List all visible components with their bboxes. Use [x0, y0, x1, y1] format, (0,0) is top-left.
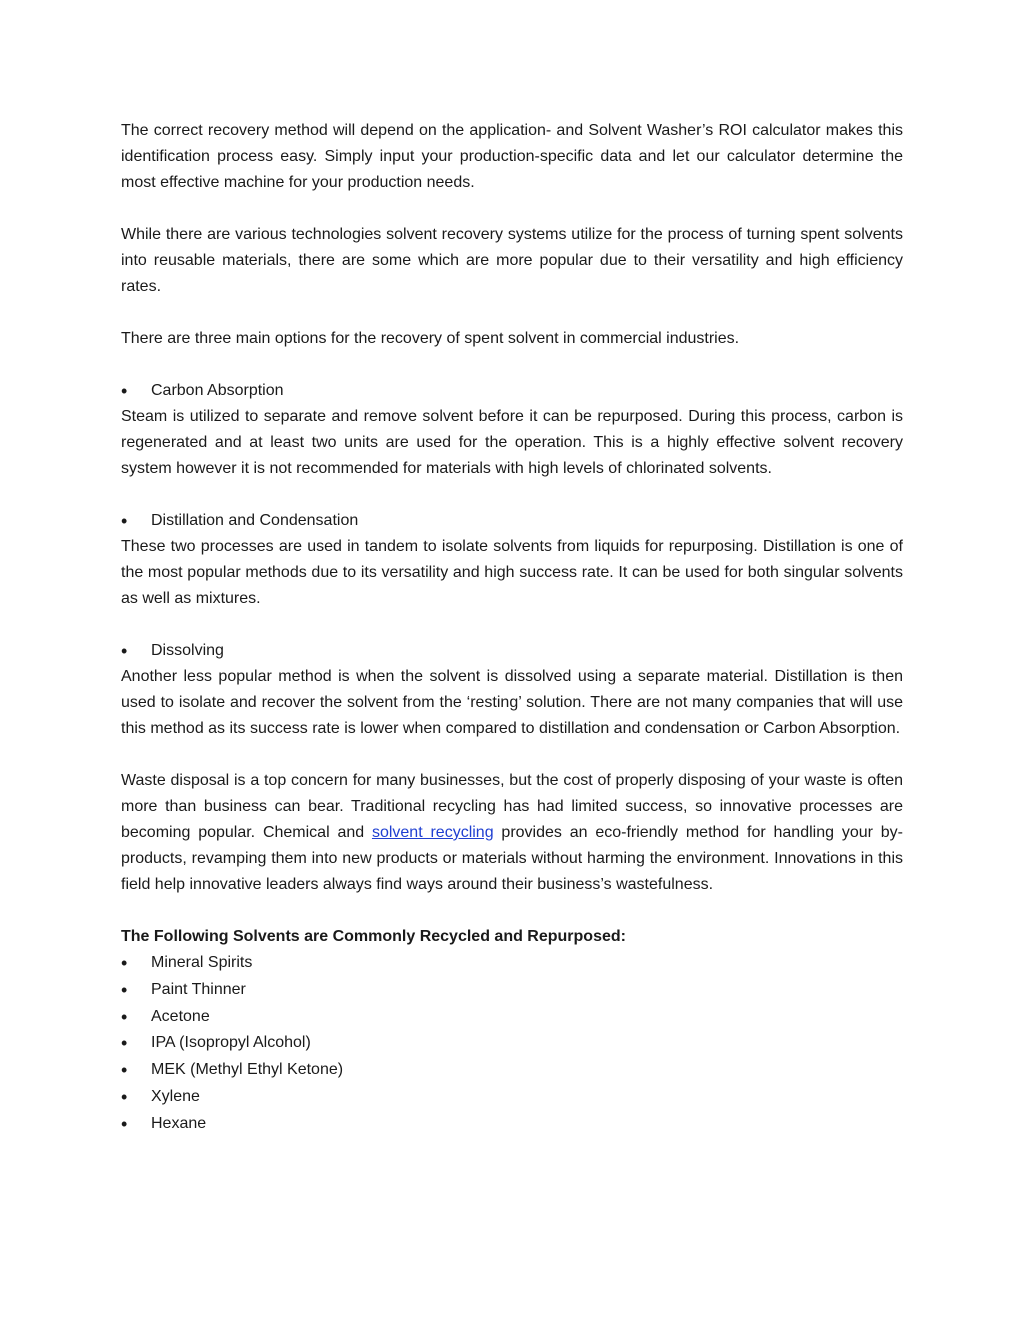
options-intro-paragraph: There are three main options for the recovery of spent solvent in commercial industries.	[121, 330, 740, 347]
solvent-recycling-link[interactable]: solvent recycling	[371, 824, 494, 841]
solvent-list-item: • Acetone	[121, 1004, 903, 1031]
solvent-list-item: • Mineral Spirits	[121, 950, 903, 977]
technologies-paragraph: While there are various technologies solvent recovery systems utilize for the process of turning spent solvents into reusable materials, there are some which are more popular due to their versatility and high efficiency rates.	[121, 226, 903, 295]
solvent-list-item: • Paint Thinner	[121, 977, 903, 1004]
option-body-dissolving: Another less popular method is when the solvent is dissolved using a separate material. Distillation is then used to isolate and recover the solvent from the ‘resting’ solution. There are not many companies that will use this method as its success rate is lower when compared to distillation and condensation or Carbon Absorption.	[121, 668, 903, 737]
document-page	[121, 118, 903, 1138]
spacer	[121, 352, 903, 378]
spacer	[121, 612, 903, 638]
waste-disposal-paragraph	[121, 768, 903, 898]
option-title-distillation: • Distillation and Condensation	[121, 508, 903, 534]
spacer	[121, 196, 903, 222]
solvent-list-item: • Hexane	[121, 1111, 903, 1138]
option-title-dissolving: • Dissolving	[121, 638, 903, 664]
waste-text-after-link: provides an eco-friendly method for handling your by-products, revamping them into new products or materials without harming the environment. Innovations in this field help innovative leaders always find ways around their business’s wastefulness.	[121, 824, 903, 893]
intro-paragraph: The correct recovery method will depend on the application- and Solvent Washer’s ROI calculator makes this identification process easy. Simply input your production-specific data and let our calculator determine the most effective machine for your production needs.	[121, 122, 903, 191]
waste-text-before-link: Waste disposal is a top concern for many businesses, but the cost of properly disposing of your waste is often more than business can bear. Traditional recycling has had limited success, so innovative processes are becoming popular. Chemical and	[121, 772, 903, 841]
spacer	[121, 898, 903, 924]
option-title-carbon-absorption: • Carbon Absorption	[121, 378, 903, 404]
solvent-list-item: • Xylene	[121, 1084, 903, 1111]
solvents-heading: The Following Solvents are Commonly Recycled and Repurposed:	[121, 928, 626, 945]
option-body-distillation: These two processes are used in tandem to isolate solvents from liquids for repurposing. Distillation is one of the most popular methods due to its versatility and high success rate. It can be used for both singular solvents as well as mixtures.	[121, 538, 903, 607]
solvent-list-item: • MEK (Methyl Ethyl Ketone)	[121, 1057, 903, 1084]
spacer	[121, 742, 903, 768]
solvent-list-item: • IPA (Isopropyl Alcohol)	[121, 1030, 903, 1057]
option-body-carbon-absorption: Steam is utilized to separate and remove solvent before it can be repurposed. During this process, carbon is regenerated and at least two units are used for the operation. This is a highly effective solvent recovery system however it is not recommended for materials with high levels of chlorinated solvents.	[121, 408, 903, 477]
spacer	[121, 300, 903, 326]
spacer	[121, 482, 903, 508]
